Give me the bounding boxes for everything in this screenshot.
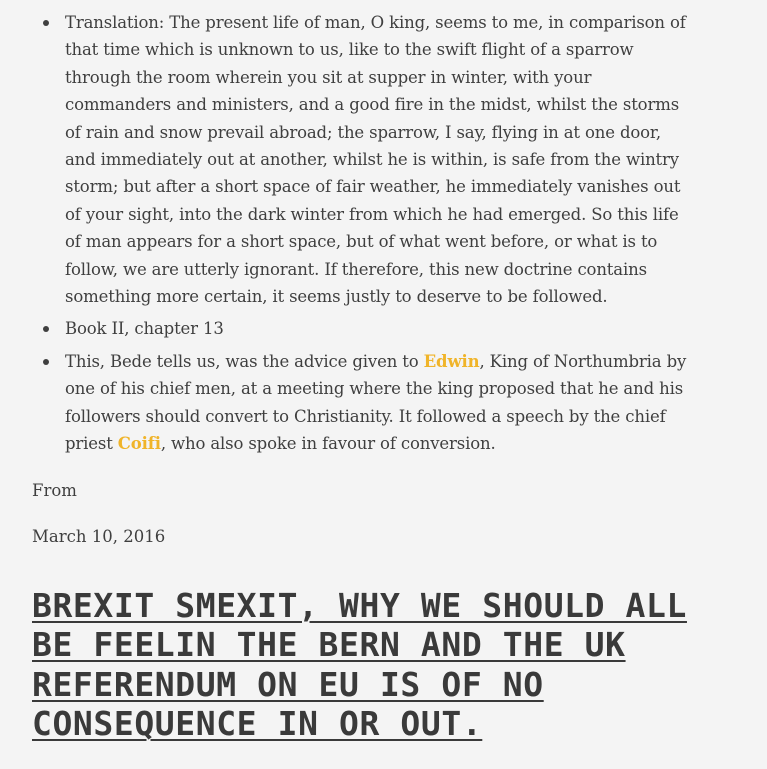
bullet-icon [43,20,49,26]
list-item [32,315,696,342]
list-item [32,348,696,458]
next-post-title-heading [32,586,732,744]
list-item [32,9,696,310]
post-footnotes-list [32,0,696,458]
footnote-source-text: Book II, chapter 13 [65,319,224,339]
footnote-context-text-start: This, Bede tells us, was the advice given to [65,351,424,371]
footnote-translation-text: Translation: The present life of man, O king, seems to me, in comparison of that time which is unknown to us, like to the swift flight of a sparrow through the room wherein you sit at supper in winter, with your commanders and ministers, and a good fire in the midst, whilst the storms of rain and snow prevail abroad; the sparrow, I say, flying in at one door, and immediately out at another, whilst he is within, is safe from the wintry storm; but after a short space of fair weather, he immediately vanishes out of your sight, into the dark winter from which he had emerged. So this life of man appears for a short space, but of what went before, or what is to follow, we are utterly ignorant. If therefore, this new doctrine contains something more certain, it seems justly to deserve to be followed. [65,13,686,307]
edwin-link[interactable]: Edwin [423,351,480,371]
bullet-icon [43,359,49,365]
post-from-label: From [32,480,77,500]
footnote-context-text-end: , who also spoke in favour of conversion. [160,434,496,454]
next-post-title-link[interactable]: BREXIT SMEXIT, WHY WE SHOULD ALL BE FEELIN THE BERN AND THE UK REFERENDUM ON EU IS OF NO CONSEQUENCE IN OR OUT. [32,585,687,743]
post-date: March 10, 2016 [32,526,166,546]
bullet-icon [43,326,49,332]
coifi-link[interactable]: Coifi [117,434,161,454]
footnote-context-text-middle: , King of Northumbria by one of his chief men, at a meeting where the king proposed that he and his followers should convert to Christianity. It followed a speech by the chief priest [65,351,687,454]
